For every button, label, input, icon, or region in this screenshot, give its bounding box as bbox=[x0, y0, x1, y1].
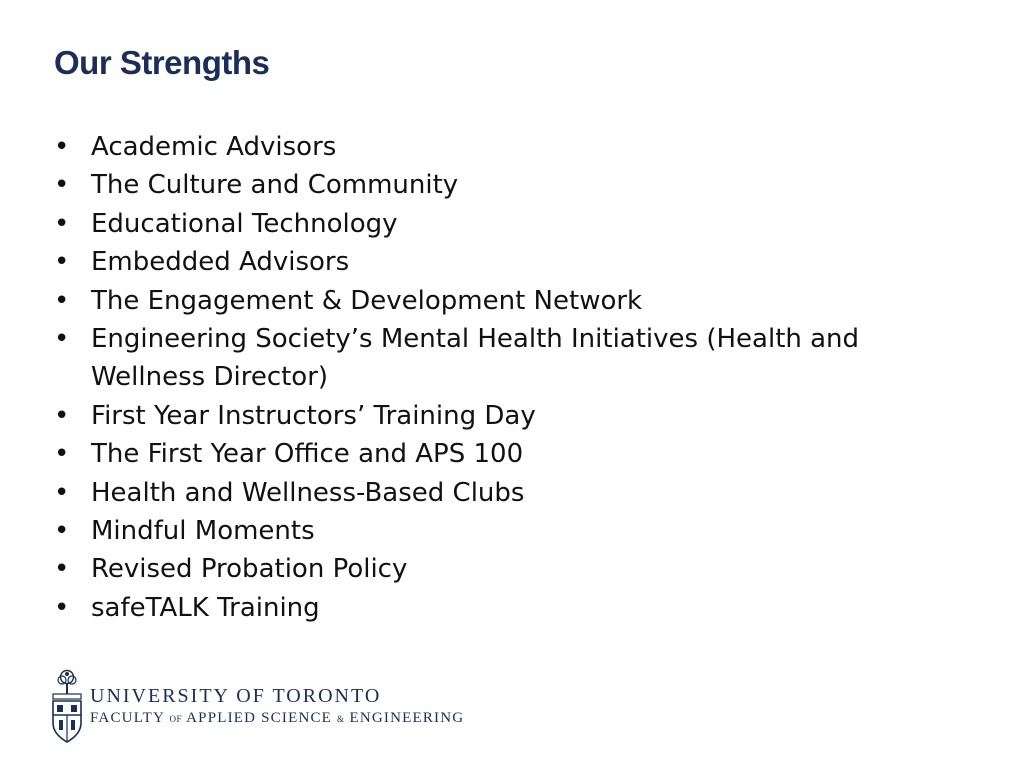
bullet-icon: • bbox=[54, 439, 70, 470]
list-item bbox=[54, 397, 874, 435]
bullet-text: Revised Probation Policy bbox=[91, 554, 408, 585]
university-wordmark bbox=[90, 684, 464, 729]
bullet-icon: • bbox=[54, 400, 70, 431]
faculty-name-of: OF bbox=[169, 713, 182, 724]
university-crest-icon bbox=[50, 668, 84, 744]
list-item bbox=[54, 166, 874, 204]
bullet-icon: • bbox=[54, 285, 70, 316]
bullet-icon: • bbox=[54, 554, 70, 585]
bullet-icon: • bbox=[54, 592, 70, 623]
faculty-name-part: ENGINEERING bbox=[344, 709, 465, 726]
list-item bbox=[54, 435, 874, 473]
faculty-name bbox=[90, 708, 464, 729]
list-item bbox=[54, 474, 874, 512]
university-logo bbox=[50, 668, 464, 744]
list-item bbox=[54, 589, 874, 627]
bullet-icon: • bbox=[54, 132, 70, 162]
faculty-name-part: APPLIED SCIENCE bbox=[182, 709, 337, 726]
list-item bbox=[54, 320, 874, 397]
list-item bbox=[54, 550, 874, 588]
bullet-text: The Engagement & Development Network bbox=[91, 285, 643, 316]
bullet-text: Academic Advisors bbox=[91, 132, 337, 162]
list-item bbox=[54, 243, 874, 281]
bullet-text: Health and Wellness-Based Clubs bbox=[91, 477, 525, 508]
bullet-list bbox=[54, 128, 874, 627]
bullet-text: Educational Technology bbox=[91, 208, 398, 239]
bullet-text: The First Year Office and APS 100 bbox=[91, 439, 524, 470]
bullet-icon: • bbox=[54, 208, 70, 239]
bullet-icon: • bbox=[54, 477, 70, 508]
list-item bbox=[54, 205, 874, 243]
bullet-icon: • bbox=[54, 247, 70, 278]
bullet-text: The Culture and Community bbox=[91, 170, 459, 201]
bullet-text: First Year Instructors’ Training Day bbox=[91, 400, 536, 431]
bullet-icon: • bbox=[54, 324, 70, 355]
bullet-text: Embedded Advisors bbox=[91, 247, 350, 278]
university-name: UNIVERSITY OF TORONTO bbox=[90, 684, 382, 707]
faculty-name-part: FACULTY bbox=[90, 709, 170, 726]
faculty-name-and: & bbox=[337, 713, 345, 724]
slide-title: Our Strengths bbox=[54, 44, 270, 81]
bullet-text: safeTALK Training bbox=[91, 592, 320, 623]
bullet-text: Mindful Moments bbox=[91, 516, 315, 547]
list-item bbox=[54, 512, 874, 550]
list-item bbox=[54, 282, 874, 320]
bullet-text: Engineering Society’s Mental Health Initiatives (Health and Wellness Director) bbox=[91, 324, 860, 393]
bullet-icon: • bbox=[54, 516, 70, 547]
bullet-icon: • bbox=[54, 170, 70, 201]
list-item bbox=[54, 128, 874, 166]
